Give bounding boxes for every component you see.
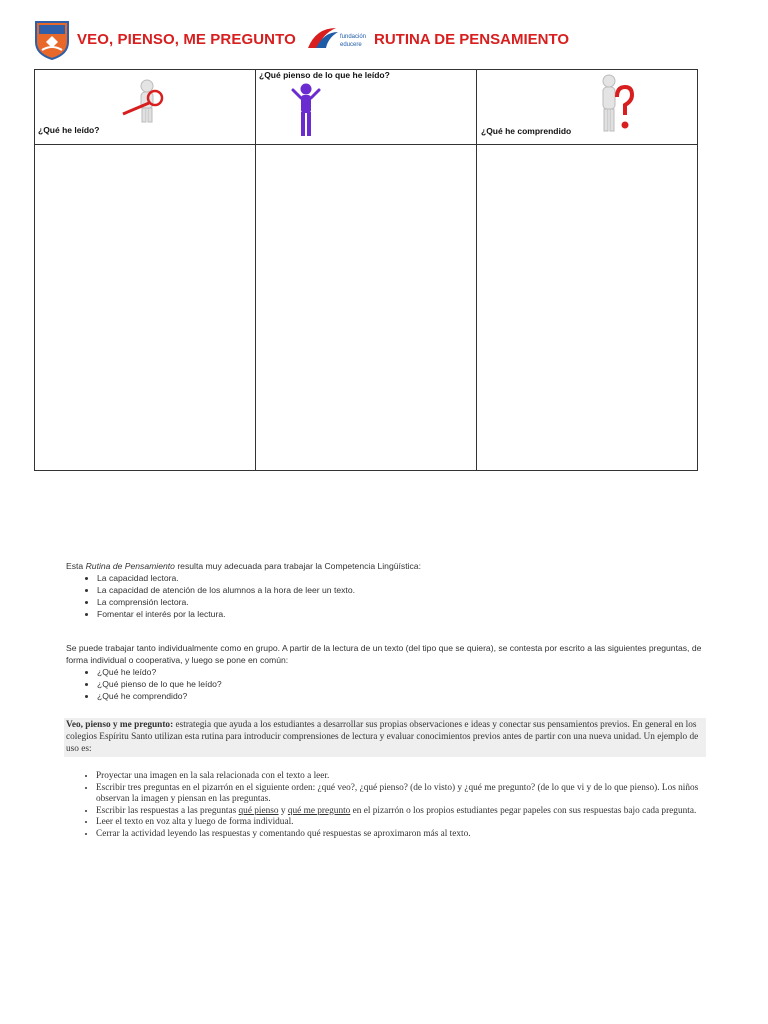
column-label-think: ¿Qué pienso de lo que he leído? [259,70,390,80]
column-header-think [256,70,477,145]
list-item: • Escribir tres preguntas en el pizarrón en el siguiente orden: ¿qué veo?, ¿qué pienso? (de lo visto) y ¿qué me pregunto? (de lo que vi y de lo que pienso). Los niños observan la imagen y piensan en las preguntas. [96,783,702,806]
list-item: • Escribir las respuestas a las preguntas qué pienso y qué me pregunto en el pizarrón o los propios estudiantes pegar papeles con sus respuestas bajo cada pregunta. [96,806,702,818]
intro-paragraph: Esta Rutina de Pensamiento resulta muy adecuada para trabajar la Competencia Lingüística: • La capacidad lectora. • La capacidad de atención de los alumnos a la hora de leer un texto. • La comprensión lectora. • Fomentar el interés por la lectura. [66,560,706,620]
page-header [34,18,734,64]
column-header-understood [477,70,698,145]
column-label-read: ¿Qué he leído? [38,125,100,135]
answer-cell-think[interactable] [256,145,477,471]
thinking-figure-icon [290,82,322,140]
answer-cell-understood[interactable] [477,145,698,471]
work-paragraph: Se puede trabajar tanto individualmente como en grupo. A partir de la lectura de un texto (del tipo que se quiera), se contesta por escrito a las siguientes preguntas, de forma individual o cooperativa, y luego se pone en común: • ¿Qué he leído? • ¿Qué pienso de lo que he leído? • ¿Qué he comprendido? [66,642,706,702]
thinking-routine-table [34,69,698,471]
list-item: • Proyectar una imagen en la sala relacionada con el texto a leer. [96,771,702,783]
svg-text:educere: educere [340,42,362,48]
strategy-box: Veo, pienso y me pregunto: estrategia que ayuda a los estudiantes a desarrollar sus propias observaciones e ideas y conectar sus pensamientos previos. En general en los colegios Espíritu Santo utilizan esta rutina para introducir comprensiones de lectura y evaluar conocimientos previos antes de partir con una nueva unidad. Un ejemplo de uso es: [64,718,706,757]
list-item: • ¿Qué pienso de lo que he leído? [97,678,706,690]
column-header-read [35,70,256,145]
list-item: • ¿Qué he leído? [97,666,706,678]
fundacion-educere-logo [306,24,368,52]
list-item: • Leer el texto en voz alta y luego de forma individual. [96,817,702,829]
questions-list [66,666,706,702]
list-item: • ¿Qué he comprendido? [97,690,706,702]
column-label-understood: ¿Qué he comprendido [481,126,572,136]
subtitle: RUTINA DE PENSAMIENTO [374,31,570,48]
school-shield-logo [34,20,70,60]
steps-list [66,771,702,840]
list-item: • Fomentar el interés por la lectura. [97,608,706,620]
answer-cell-read[interactable] [35,145,256,471]
list-item: • Cerrar la actividad leyendo las respuestas y comentando qué respuestas se aproximaron más al texto. [96,829,702,841]
list-item: • La comprensión lectora. [97,596,706,608]
list-item: • La capacidad de atención de los alumnos a la hora de leer un texto. [97,584,706,596]
svg-text:fundación: fundación [340,34,367,40]
list-item: • La capacidad lectora. [97,572,706,584]
magnifying-glass-figure-icon [117,78,169,126]
question-mark-figure-icon [595,73,635,137]
competencies-list [66,572,706,620]
routine-title: VEO, PIENSO, ME PREGUNTO [77,31,296,48]
